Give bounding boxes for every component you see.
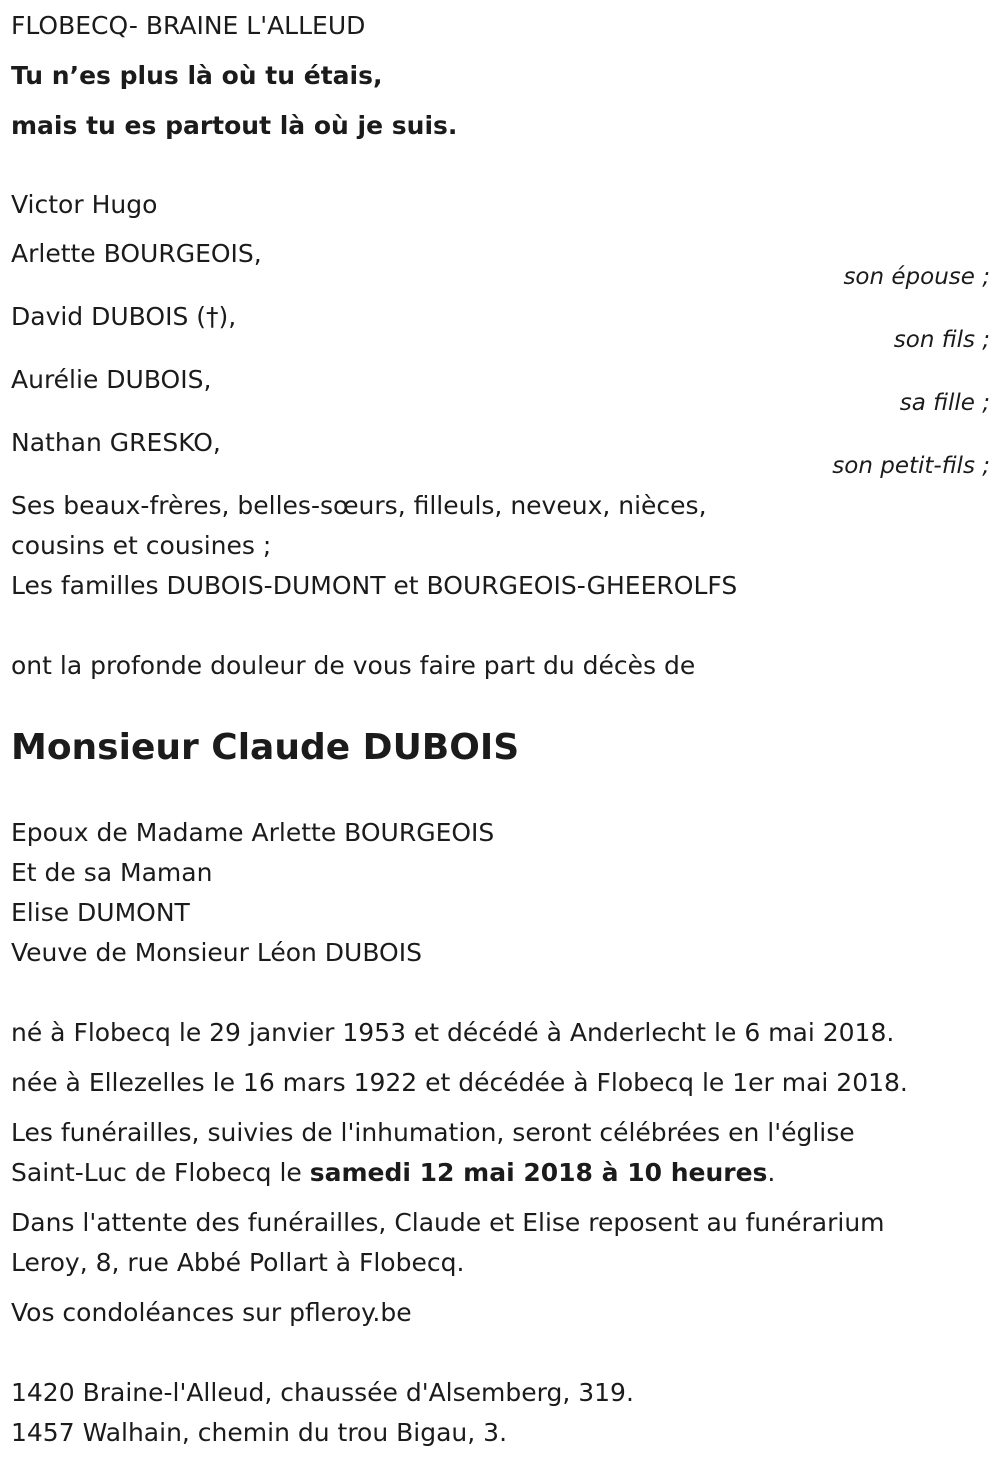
viewing-line-1: Dans l'attente des funérailles, Claude et Elise reposent au funérarium xyxy=(11,1208,885,1237)
relatives-line-1: Ses beaux-frères, belles-sœurs, filleuls, neveux, nièces, xyxy=(11,491,707,520)
deceased-name: Monsieur Claude DUBOIS xyxy=(11,727,520,768)
family-member-role: son petit-fils ; xyxy=(832,453,990,479)
location-header: FLOBECQ- BRAINE L'ALLEUD xyxy=(11,11,366,40)
relatives-line-2: cousins et cousines ; xyxy=(11,531,272,560)
funeral-period: . xyxy=(767,1158,776,1187)
family-member-role: son fils ; xyxy=(893,327,990,353)
funeral-line-2 xyxy=(11,1157,775,1189)
quote-line-2: mais tu es partout là où je suis. xyxy=(11,111,458,140)
quote-author: Victor Hugo xyxy=(11,190,158,219)
deceased-detail: Epoux de Madame Arlette BOURGEOIS xyxy=(11,818,495,847)
deceased-detail: Veuve de Monsieur Léon DUBOIS xyxy=(11,938,422,967)
address-line: 1457 Walhain, chemin du trou Bigau, 3. xyxy=(11,1418,508,1447)
family-member-role: sa fille ; xyxy=(899,390,990,416)
viewing-line-2: Leroy, 8, rue Abbé Pollart à Flobecq. xyxy=(11,1248,465,1277)
address-line: 1420 Braine-l'Alleud, chaussée d'Alsemberg, 319. xyxy=(11,1378,634,1407)
funeral-datetime: samedi 12 mai 2018 à 10 heures xyxy=(309,1158,768,1187)
condolences-text: Vos condoléances sur pfleroy.be xyxy=(11,1298,412,1327)
deceased-detail: Et de sa Maman xyxy=(11,858,213,887)
announcement-text: ont la profonde douleur de vous faire part du décès de xyxy=(11,651,696,680)
funeral-line-1: Les funérailles, suivies de l'inhumation, seront célébrées en l'église xyxy=(11,1118,855,1147)
dates-elise: née à Ellezelles le 16 mars 1922 et décédée à Flobecq le 1er mai 2018. xyxy=(11,1068,908,1097)
family-member-role: son épouse ; xyxy=(843,264,990,290)
family-member-name: Nathan GRESKO, xyxy=(11,428,221,457)
family-member-name: Arlette BOURGEOIS, xyxy=(11,239,262,268)
relatives-line-3: Les familles DUBOIS-DUMONT et BOURGEOIS-GHEEROLFS xyxy=(11,571,738,600)
deceased-detail: Elise DUMONT xyxy=(11,898,190,927)
quote-line-1: Tu n’es plus là où tu étais, xyxy=(11,61,383,90)
dates-claude: né à Flobecq le 29 janvier 1953 et décédé à Anderlecht le 6 mai 2018. xyxy=(11,1018,895,1047)
funeral-location-text: Saint-Luc de Flobecq le xyxy=(11,1158,310,1187)
family-member-name: Aurélie DUBOIS, xyxy=(11,365,212,394)
family-member-name: David DUBOIS (†), xyxy=(11,302,237,331)
